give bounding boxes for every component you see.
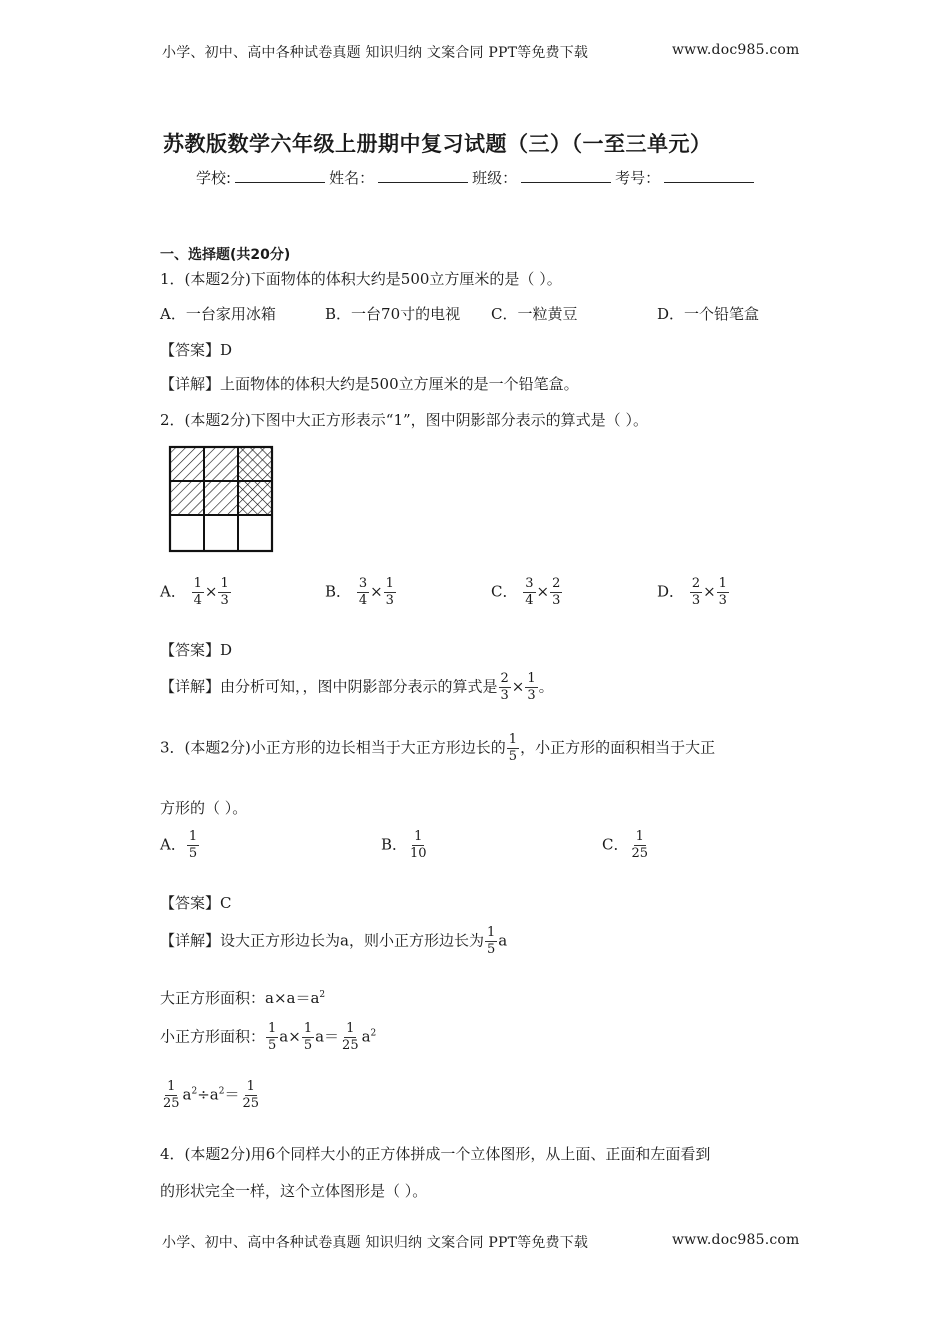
class-field[interactable]: [521, 168, 611, 183]
fraction: $\frac{1}{5}$: [303, 1021, 313, 1053]
student-info-line: [196, 167, 758, 188]
q3-ratio: $\frac{1}{25}$ $a^2\div a^2=$ $\frac{1}{25}$: [163, 1079, 260, 1111]
q3-big-area: 大正方形面积：$a\times a=a^2$: [160, 989, 326, 1007]
header-url: www.doc985.com: [672, 42, 800, 58]
fraction: $\frac{1}{25}$: [631, 829, 649, 861]
footer-url: www.doc985.com: [672, 1232, 800, 1248]
name-field[interactable]: [378, 168, 468, 183]
fraction: $\frac{2}{3}$: [691, 576, 701, 608]
q1-option-c: C．一粒黄豆: [491, 305, 578, 323]
q2-answer: 【答案】D: [160, 641, 233, 659]
q3-option-a: A． $\frac{1}{5}$: [160, 829, 198, 861]
fraction: $\frac{1}{3}$: [385, 576, 394, 608]
school-label: 学校:: [196, 169, 232, 187]
number-field[interactable]: [664, 168, 754, 183]
name-label: 姓名：: [329, 169, 375, 187]
fraction: $\frac{1}{3}$: [220, 576, 229, 608]
q3-stem-line2: 方形的（ ）。: [160, 799, 248, 817]
fraction: $\frac{1}{25}$: [163, 1079, 180, 1111]
q3-small-area: 小正方形面积： $\frac{1}{5}$ a× $\frac{1}{5}$ a＝ $\frac{1}{25}$ $a^2$: [160, 1021, 377, 1053]
fraction: $\frac{1}{4}$: [193, 576, 202, 608]
q3-detail: 【详解】设大正方形边长为a，则小正方形边长为 $\frac{1}{5}$ a: [160, 925, 508, 957]
school-field[interactable]: [235, 168, 325, 183]
q1-option-b: B．一台70寸的电视: [325, 305, 461, 323]
fraction: $\frac{1}{3}$: [527, 671, 536, 703]
q3-option-b: B． $\frac{1}{10}$: [381, 829, 427, 861]
fraction: $\frac{3}{4}$: [525, 576, 534, 608]
fraction: $\frac{1}{10}$: [410, 829, 427, 861]
header-text: 小学、初中、高中各种试卷真题 知识归纳 文案合同 PPT等免费下载: [162, 45, 589, 61]
q4-stem-line2: 的形状完全一样，这个立体图形是（ ）。: [160, 1182, 428, 1200]
q3-option-c: C． $\frac{1}{25}$: [602, 829, 649, 861]
q1-option-d: D．一个铅笔盒: [657, 305, 760, 323]
q3-answer: 【答案】C: [160, 894, 232, 912]
fraction: $\frac{1}{5}$: [268, 1021, 277, 1053]
fraction: $\frac{1}{25}$: [342, 1021, 359, 1053]
page-header: [162, 42, 588, 62]
q2-option-d: D． $\frac{2}{3}$ × $\frac{1}{3}$: [657, 576, 727, 608]
q1-answer: 【答案】D: [160, 341, 233, 359]
q4-stem: 4．(本题2分)用6个同样大小的正方体拼成一个立体图形，从上面、正面和左面看到: [160, 1145, 711, 1163]
section-heading: 一、选择题(共20分): [160, 247, 291, 263]
q1-option-a: A．一台家用冰箱: [160, 305, 276, 323]
fraction: $\frac{1}{5}$: [188, 829, 198, 861]
page-title: 苏教版数学六年级上册期中复习试题（三）（一至三单元）: [163, 132, 712, 156]
q2-detail: 【详解】由分析可知，，图中阴影部分表示的算式是 $\frac{2}{3}$ × $\frac{1}{3}$ 。: [160, 671, 554, 703]
fraction: $\frac{1}{25}$: [242, 1079, 260, 1111]
shaded-square-figure: [168, 445, 274, 553]
q2-option-c: C． $\frac{3}{4}$ × $\frac{2}{3}$: [491, 576, 561, 608]
q3-stem: 3．(本题2分)小正方形的边长相当于大正方形边长的 $\frac{1}{5}$ ，小正方形的面积相当于大正: [160, 732, 716, 764]
number-label: 考号：: [615, 169, 661, 187]
fraction: $\frac{3}{4}$: [358, 576, 368, 608]
fraction: $\frac{1}{5}$: [508, 732, 518, 764]
page-footer: 小学、初中、高中各种试卷真题 知识归纳 文案合同 PPT等免费下载: [162, 1235, 589, 1251]
fraction: $\frac{1}{5}$: [486, 925, 496, 957]
q1-stem: 1．(本题2分)下面物体的体积大约是500立方厘米的是（ ）。: [160, 270, 562, 288]
fraction: $\frac{2}{3}$: [500, 671, 509, 703]
q2-stem: 2．(本题2分)下图中大正方形表示“1”，图中阴影部分表示的算式是（ ）。: [160, 411, 648, 429]
q1-detail: 【详解】上面物体的体积大约是500立方厘米的是一个铅笔盒。: [160, 375, 579, 393]
q2-option-b: B． $\frac{3}{4}$ × $\frac{1}{3}$: [325, 576, 394, 608]
fraction: $\frac{2}{3}$: [552, 576, 561, 608]
q2-option-a: A． $\frac{1}{4}$ × $\frac{1}{3}$: [160, 576, 229, 608]
class-label: 班级：: [472, 169, 518, 187]
fraction: $\frac{1}{3}$: [718, 576, 727, 608]
